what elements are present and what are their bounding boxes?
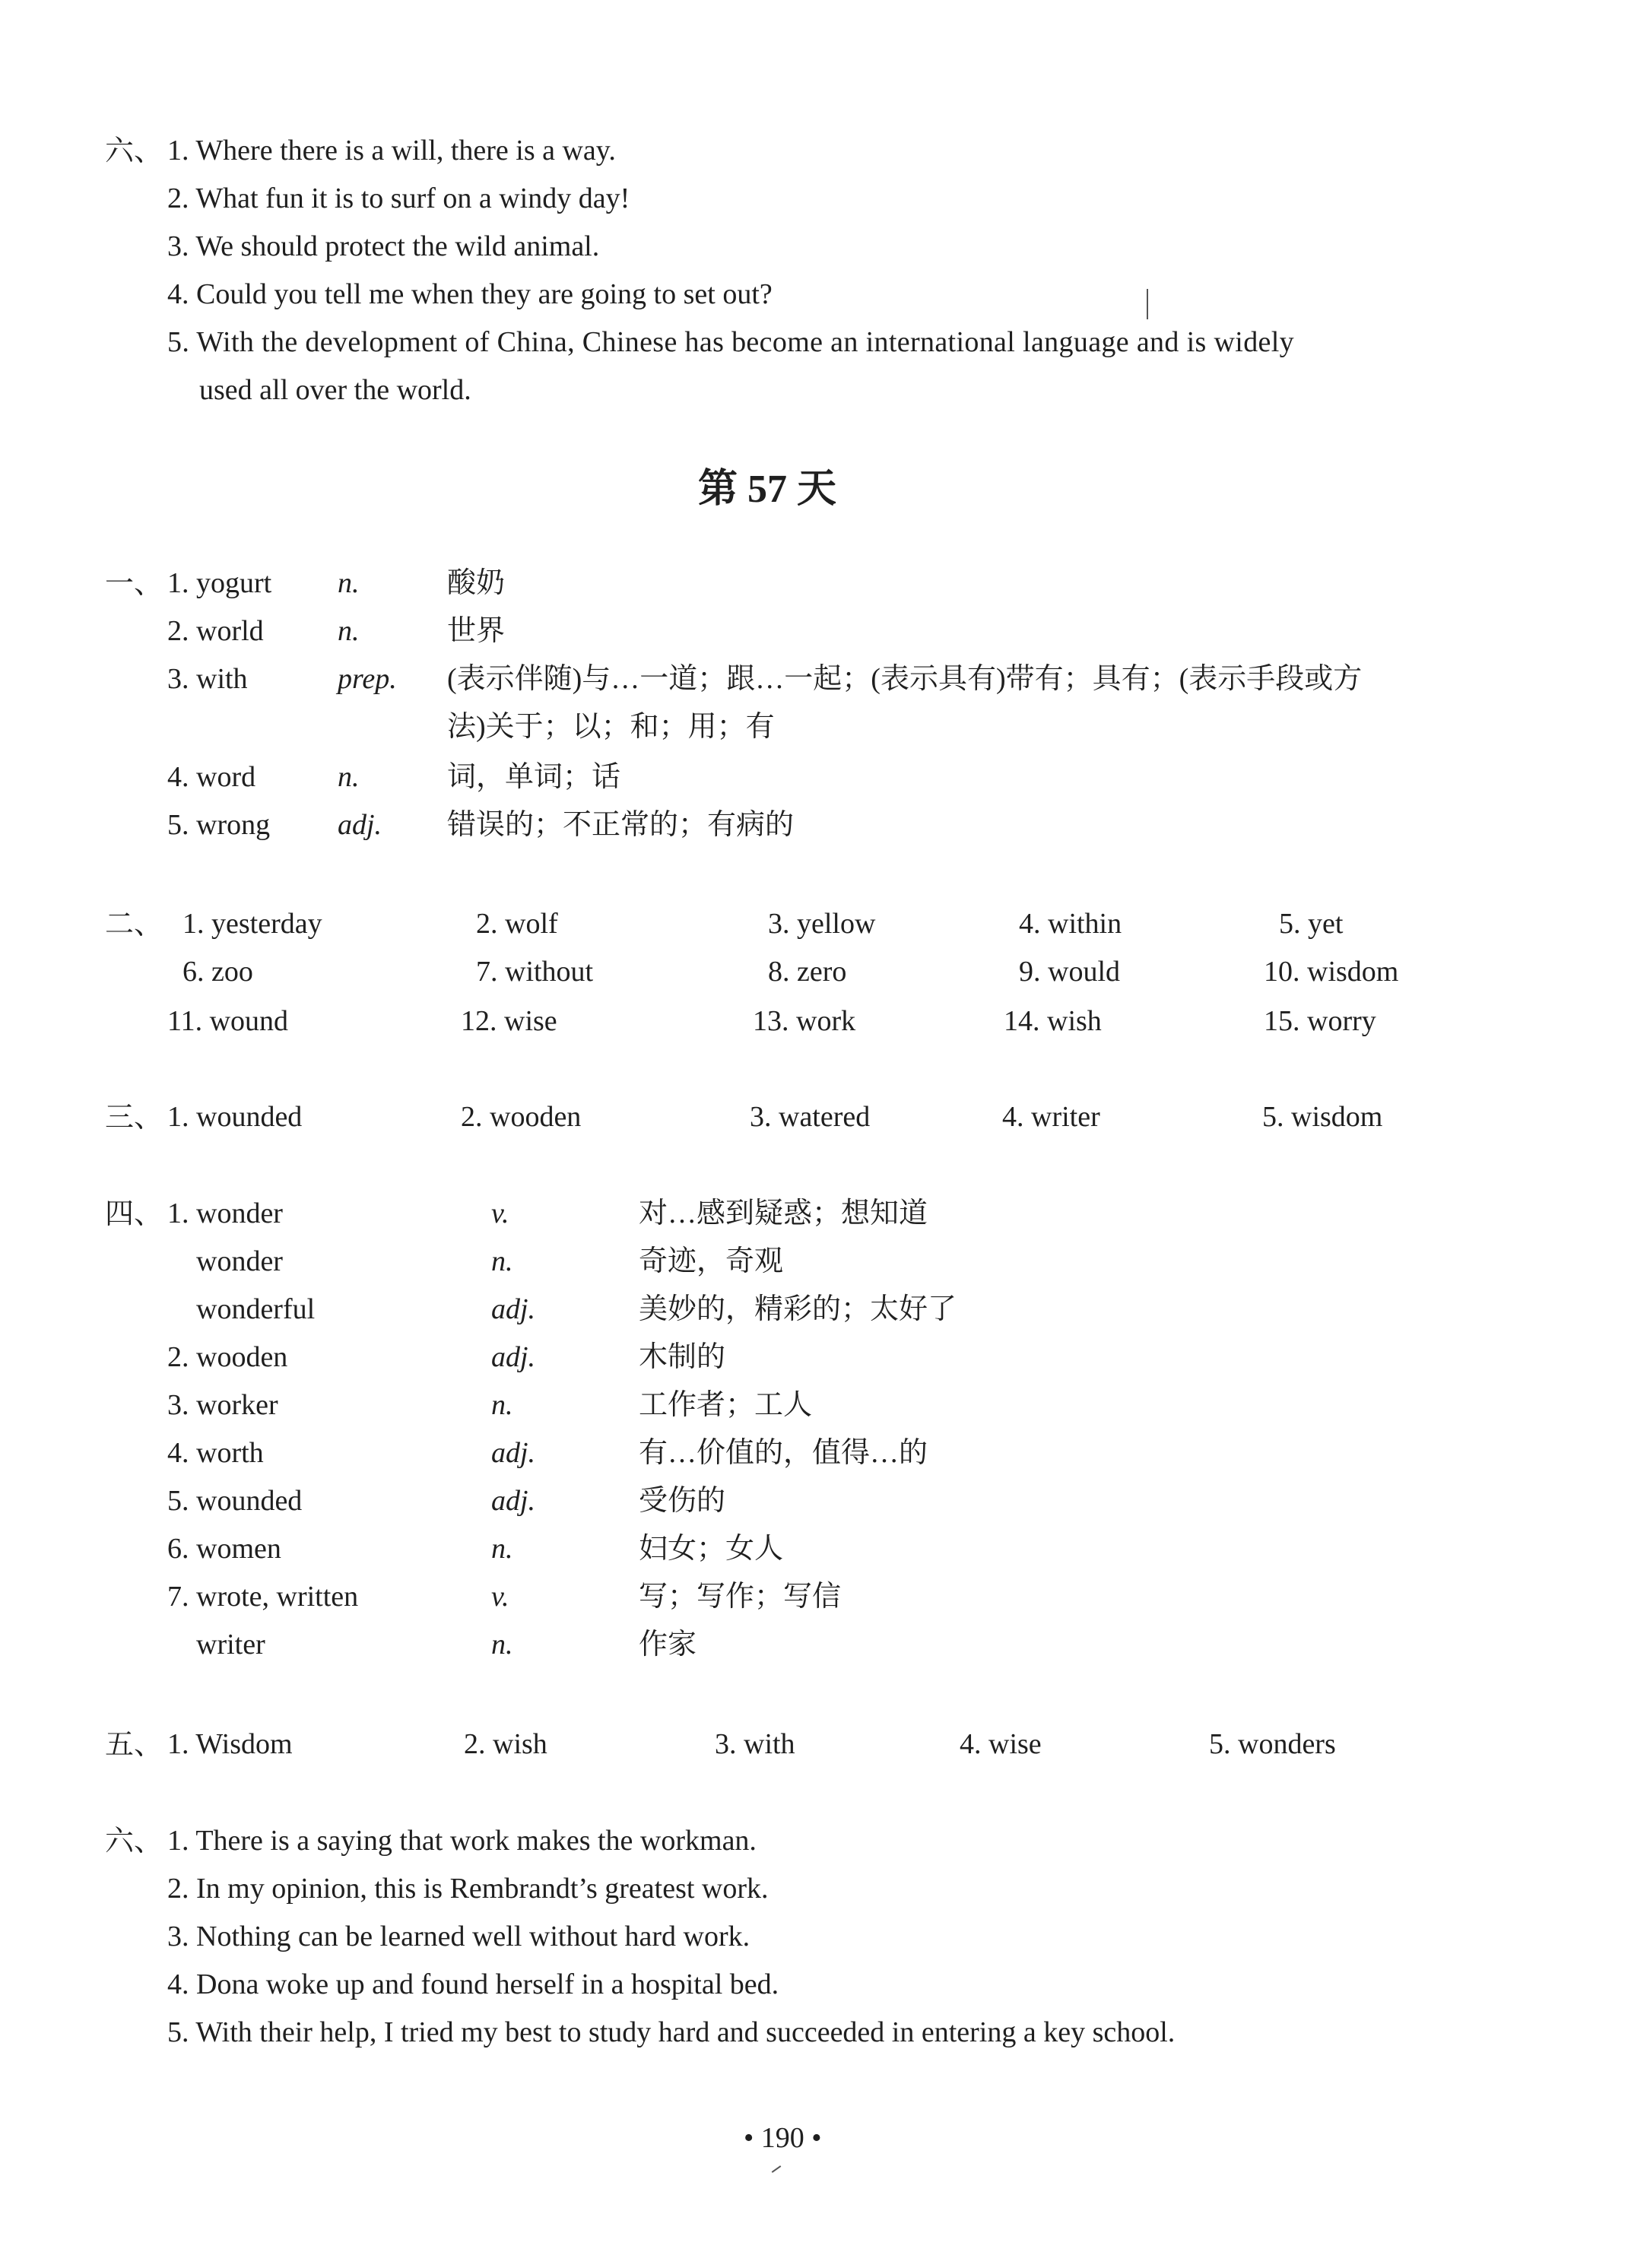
vocab-meaning: (表示伴随)与…一道；跟…一起；(表示具有)带有；具有；(表示手段或方: [447, 663, 1363, 695]
vocab-pos: n.: [491, 1245, 513, 1277]
vocab-word: 3. with: [167, 663, 248, 695]
section-marker: 六、: [105, 134, 163, 167]
vocab-word: 1. yogurt: [167, 567, 272, 599]
vocab-pos: v.: [491, 1197, 509, 1229]
vocab-pos: adj.: [338, 809, 382, 841]
sentence-line: 4. Dona woke up and found herself in a hospital bed.: [167, 1968, 779, 2000]
section-marker: 四、: [105, 1197, 163, 1230]
sentence-line: 1. There is a saying that work makes the workman.: [167, 1825, 757, 1857]
sentence-line: 5. With the development of China, Chinese has become an international language and is widely: [167, 326, 1295, 358]
vocab-meaning: 工作者；工人: [639, 1389, 813, 1421]
answer-item: 3. with: [715, 1728, 795, 1760]
answer-item: 5. wisdom: [1262, 1101, 1383, 1133]
vocab-word: 4. word: [167, 761, 256, 793]
vocab-pos: v.: [491, 1581, 509, 1613]
section-marker: 三、: [105, 1100, 163, 1134]
vocab-pos: adj.: [491, 1293, 536, 1325]
vocab-word: 2. wooden: [167, 1341, 288, 1373]
vocab-pos: adj.: [491, 1485, 536, 1517]
vocab-pos: n.: [491, 1533, 513, 1565]
vocab-meaning: 奇迹，奇观: [639, 1245, 784, 1277]
answer-item: 7. without: [476, 956, 594, 988]
vocab-word: writer: [196, 1629, 265, 1661]
answer-item: 2. wolf: [476, 908, 558, 940]
section-marker: 一、: [105, 566, 163, 600]
vocab-pos: adj.: [491, 1437, 536, 1469]
vocab-word: 3. worker: [167, 1389, 278, 1421]
vocab-meaning: 错误的；不正常的；有病的: [447, 809, 795, 841]
vocab-meaning: 美妙的，精彩的；太好了: [639, 1293, 957, 1325]
answer-item: 6. zoo: [182, 956, 253, 988]
vocab-meaning: 酸奶: [447, 567, 506, 599]
section-marker: 五、: [105, 1727, 163, 1761]
vocab-pos: n.: [491, 1629, 513, 1661]
vocab-meaning: 对…感到疑惑；想知道: [639, 1197, 928, 1229]
answer-item: 4. writer: [1002, 1101, 1100, 1133]
answer-item: 4. wise: [960, 1728, 1042, 1760]
pen-mark: [772, 2165, 782, 2173]
vocab-meaning-cont: 法)关于；以；和；用；有: [447, 711, 775, 743]
answer-item: 2. wooden: [461, 1101, 582, 1133]
vocab-meaning: 作家: [639, 1629, 697, 1661]
vocab-meaning: 有…价值的，值得…的: [639, 1437, 928, 1469]
vocab-word: 1. wonder: [167, 1197, 283, 1229]
answer-item: 11. wound: [167, 1005, 289, 1037]
vocab-word: 7. wrote, written: [167, 1581, 359, 1613]
sentence-line: 5. With their help, I tried my best to study hard and succeeded in entering a key school.: [167, 2016, 1176, 2048]
vocab-word: wonder: [196, 1245, 283, 1277]
vocab-meaning: 世界: [447, 615, 506, 647]
vocab-meaning: 词，单词；话: [447, 761, 621, 793]
vocab-word: 5. wrong: [167, 809, 271, 841]
answer-item: 3. watered: [750, 1101, 871, 1133]
answer-item: 4. within: [1019, 908, 1122, 940]
answer-item: 9. would: [1019, 956, 1120, 988]
vocab-word: 4. worth: [167, 1437, 264, 1469]
answer-item: 1. Wisdom: [167, 1728, 293, 1760]
section-marker: 二、: [105, 907, 163, 941]
vocab-pos: n.: [338, 567, 360, 599]
vocab-word: 2. world: [167, 615, 264, 647]
answer-item: 14. wish: [1004, 1005, 1102, 1037]
sentence-line: 4. Could you tell me when they are going to set out?: [167, 278, 773, 310]
vocab-pos: n.: [491, 1389, 513, 1421]
answer-item: 5. yet: [1279, 908, 1344, 940]
vocab-word: 5. wounded: [167, 1485, 303, 1517]
day-title: 第 57 天: [698, 468, 837, 511]
answer-item: 13. work: [753, 1005, 856, 1037]
answer-item: 8. zero: [768, 956, 847, 988]
vocab-meaning: 木制的: [639, 1341, 726, 1373]
answer-item: 5. wonders: [1209, 1728, 1336, 1760]
answer-item: 3. yellow: [768, 908, 876, 940]
sentence-line: 1. Where there is a will, there is a way.: [167, 135, 616, 167]
sentence-line: 2. What fun it is to surf on a windy day!: [167, 182, 630, 214]
answer-item: 12. wise: [461, 1005, 557, 1037]
answer-item: 15. worry: [1264, 1005, 1376, 1037]
sentence-line: used all over the world.: [199, 374, 471, 406]
vocab-meaning: 写；写作；写信: [639, 1581, 842, 1613]
vocab-word: 6. women: [167, 1533, 281, 1565]
vocab-pos: n.: [338, 761, 360, 793]
vocab-meaning: 受伤的: [639, 1485, 726, 1517]
vocab-pos: adj.: [491, 1341, 536, 1373]
vocab-meaning: 妇女；女人: [639, 1533, 784, 1565]
pen-mark: [1147, 289, 1148, 319]
answer-item: 10. wisdom: [1264, 956, 1399, 988]
answer-item: 2. wish: [464, 1728, 547, 1760]
page-number: • 190 •: [744, 2122, 822, 2154]
sentence-line: 2. In my opinion, this is Rembrandt’s greatest work.: [167, 1873, 769, 1905]
section-marker: 六、: [105, 1824, 163, 1857]
sentence-line: 3. Nothing can be learned well without hard work.: [167, 1921, 750, 1952]
sentence-line: 3. We should protect the wild animal.: [167, 230, 600, 262]
vocab-pos: n.: [338, 615, 360, 647]
answer-item: 1. yesterday: [182, 908, 322, 940]
vocab-pos: prep.: [338, 663, 397, 695]
vocab-word: wonderful: [196, 1293, 316, 1325]
answer-item: 1. wounded: [167, 1101, 303, 1133]
